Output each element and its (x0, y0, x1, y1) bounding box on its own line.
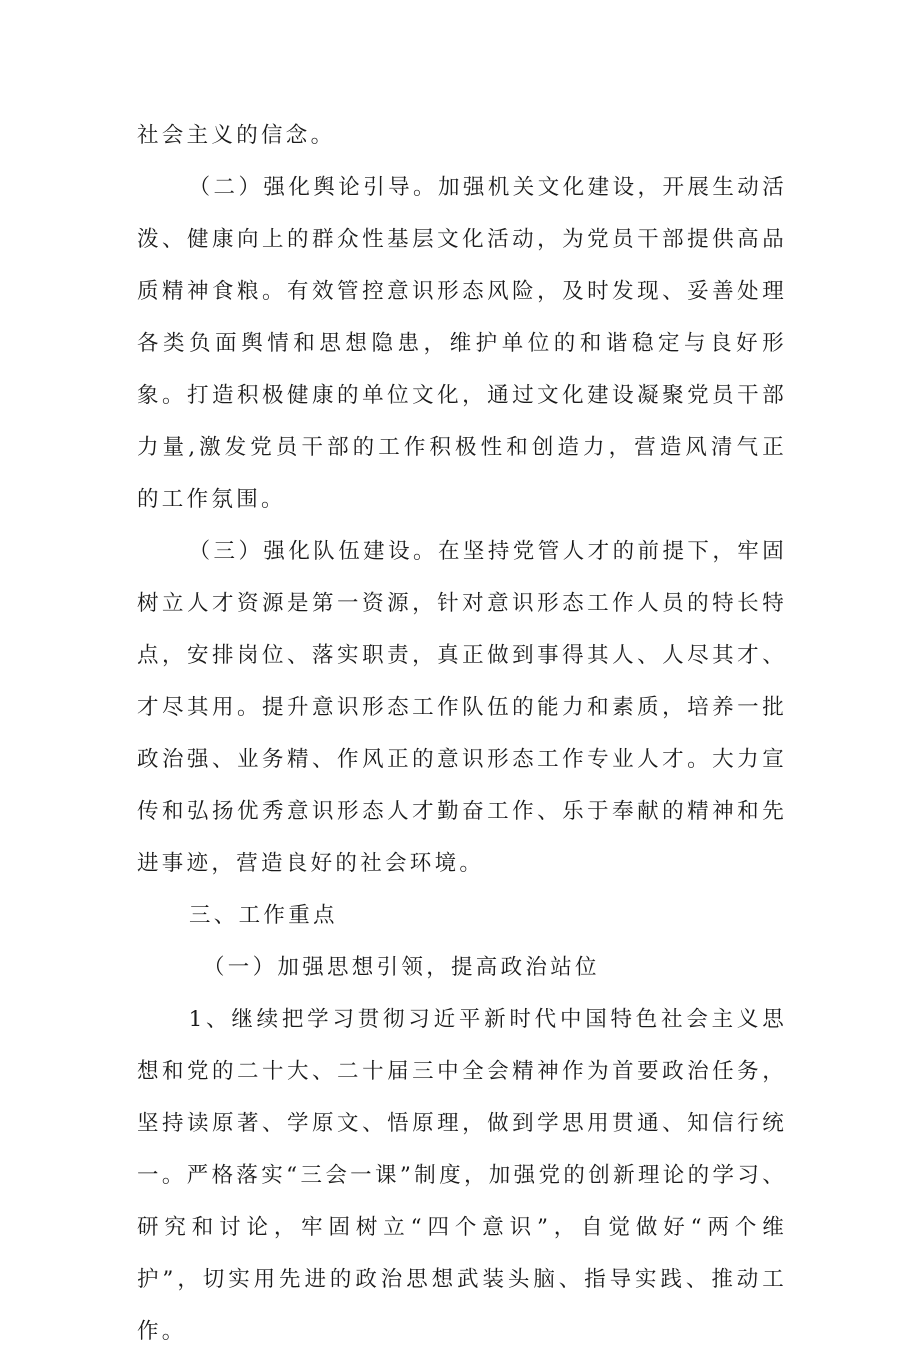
subsection-heading-thought-guidance: （一）加强思想引领，提高政治站位 (203, 955, 600, 980)
paragraph-strengthen-team-building: （三）强化队伍建设。在坚持党管人才的前提下，牢固树立人才资源是第一资源，针对意识形态工作人员的特长特点，安排岗位、落实职责，真正做到事得其人、人尽其才、才尽其用。提升意识形态工作队伍的能力和素质，培养一批政治强、业务精、作风正的意识形态工作专业人才。大力宣传和弘扬优秀意识形态人才勤奋工作、乐于奉献的精神和先进事迹，营造良好的社会环境。 (137, 539, 787, 876)
paragraph-continuation: 社会主义的信念。 (137, 123, 336, 148)
paragraph-item-1: 1、继续把学习贯彻习近平新时代中国特色社会主义思想和党的二十大、二十届三中全会精神作为首要政治任务，坚持读原著、学原文、悟原理，做到学思用贯通、知信行统一。严格落实“三会一课”制度，加强党的创新理论的学习、研究和讨论，牢固树立“四个意识”，自觉做好“两个维护”，切实用先进的政治思想武装头脑、指导实践、推动工作。 (137, 1007, 787, 1344)
section-heading-work-focus: 三、工作重点 (189, 903, 338, 928)
document-body (137, 110, 787, 1358)
paragraph-strengthen-public-opinion: （二）强化舆论引导。加强机关文化建设，开展生动活泼、健康向上的群众性基层文化活动，为党员干部提供高品质精神食粮。有效管控意识形态风险，及时发现、妥善处理各类负面舆情和思想隐患，维护单位的和谐稳定与良好形象。打造积极健康的单位文化，通过文化建设凝聚党员干部力量,激发党员干部的工作积极性和创造力，营造风清气正的工作氛围。 (137, 175, 787, 512)
